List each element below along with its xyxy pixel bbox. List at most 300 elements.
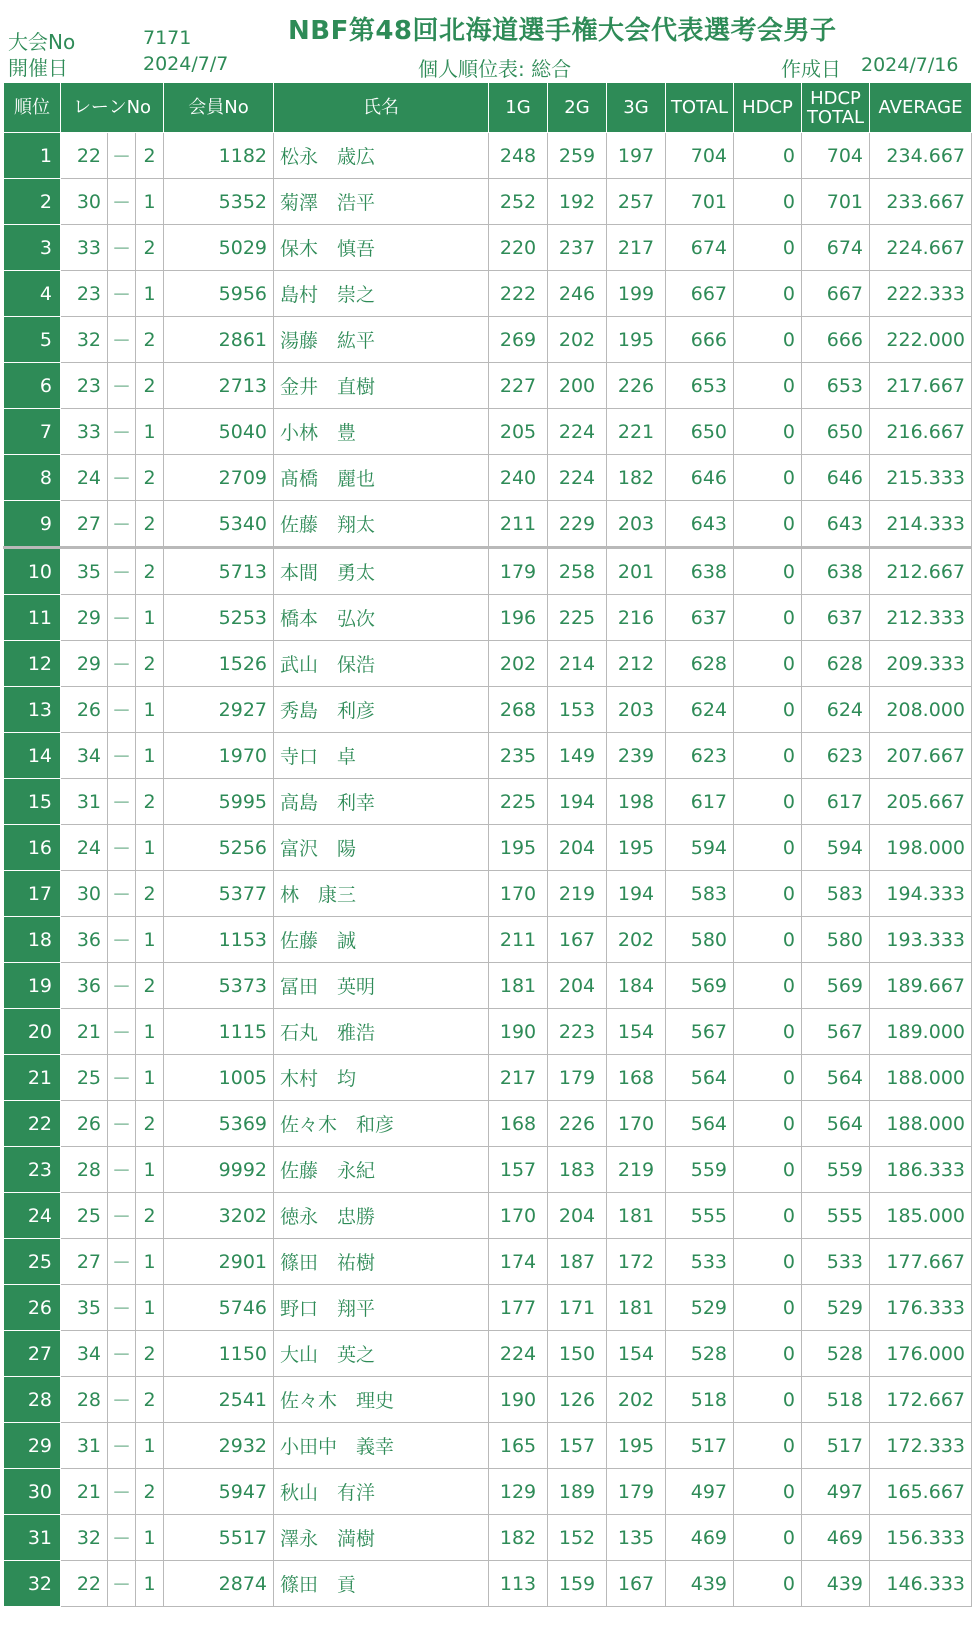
table-row <box>4 1561 972 1607</box>
game1-cell: 170 <box>489 1193 548 1239</box>
hdcp-cell: 0 <box>734 133 802 179</box>
game1-cell: 227 <box>489 363 548 409</box>
game1-cell: 190 <box>489 1377 548 1423</box>
lane-separator: － <box>108 687 136 733</box>
total-cell: 594 <box>666 825 734 871</box>
lane-separator: － <box>108 963 136 1009</box>
lane-separator: － <box>108 825 136 871</box>
hdcp-total-cell: 564 <box>802 1055 870 1101</box>
total-cell: 637 <box>666 595 734 641</box>
average-cell: 208.000 <box>870 687 972 733</box>
box-cell: 2 <box>136 1331 164 1377</box>
game1-cell: 195 <box>489 825 548 871</box>
rank-cell: 22 <box>4 1101 61 1147</box>
member-no-cell: 2874 <box>164 1561 274 1607</box>
game3-cell: 257 <box>607 179 666 225</box>
member-no-cell: 5713 <box>164 548 274 595</box>
lane-separator: － <box>108 225 136 271</box>
game2-cell: 183 <box>548 1147 607 1193</box>
lane-cell: 34 <box>61 733 108 779</box>
lane-separator: － <box>108 1515 136 1561</box>
total-cell: 646 <box>666 455 734 501</box>
total-cell: 701 <box>666 179 734 225</box>
hdcp-total-cell: 569 <box>802 963 870 1009</box>
hdcp-total-cell: 623 <box>802 733 870 779</box>
average-cell: 194.333 <box>870 871 972 917</box>
game3-cell: 154 <box>607 1009 666 1055</box>
rank-cell: 4 <box>4 271 61 317</box>
hdcp-cell: 0 <box>734 1423 802 1469</box>
lane-cell: 36 <box>61 917 108 963</box>
box-cell: 2 <box>136 779 164 825</box>
lane-separator: － <box>108 1009 136 1055</box>
hdcp-total-cell: 564 <box>802 1101 870 1147</box>
hdcp-cell: 0 <box>734 871 802 917</box>
lane-separator: － <box>108 317 136 363</box>
rank-cell: 6 <box>4 363 61 409</box>
box-cell: 2 <box>136 225 164 271</box>
table-row <box>4 1193 972 1239</box>
lane-cell: 22 <box>61 133 108 179</box>
rank-cell: 19 <box>4 963 61 1009</box>
box-cell: 1 <box>136 1515 164 1561</box>
rank-cell: 18 <box>4 917 61 963</box>
table-row <box>4 1101 972 1147</box>
game3-cell: 203 <box>607 687 666 733</box>
hdcp-cell: 0 <box>734 1009 802 1055</box>
lane-separator: － <box>108 871 136 917</box>
game3-cell: 198 <box>607 779 666 825</box>
game2-cell: 159 <box>548 1561 607 1607</box>
col-member-header: 会員No <box>164 83 274 133</box>
average-cell: 207.667 <box>870 733 972 779</box>
box-cell: 1 <box>136 271 164 317</box>
table-row <box>4 363 972 409</box>
total-cell: 666 <box>666 317 734 363</box>
rank-cell: 5 <box>4 317 61 363</box>
table-row <box>4 1285 972 1331</box>
rank-cell: 9 <box>4 501 61 548</box>
total-cell: 567 <box>666 1009 734 1055</box>
lane-cell: 33 <box>61 225 108 271</box>
table-row <box>4 687 972 733</box>
hdcp-cell: 0 <box>734 1331 802 1377</box>
lane-cell: 30 <box>61 871 108 917</box>
lane-cell: 28 <box>61 1377 108 1423</box>
hdcp-total-cell: 643 <box>802 501 870 548</box>
game2-cell: 194 <box>548 779 607 825</box>
game3-cell: 181 <box>607 1285 666 1331</box>
game3-cell: 212 <box>607 641 666 687</box>
average-cell: 193.333 <box>870 917 972 963</box>
average-cell: 198.000 <box>870 825 972 871</box>
game2-cell: 150 <box>548 1331 607 1377</box>
page-title: NBF第48回北海道選手権大会代表選考会男子 <box>288 16 837 46</box>
total-cell: 624 <box>666 687 734 733</box>
name-cell: 秋山 有洋 <box>274 1469 489 1515</box>
table-row <box>4 1147 972 1193</box>
hdcp-total-cell: 674 <box>802 225 870 271</box>
lane-separator: － <box>108 1331 136 1377</box>
name-cell: 松永 歳広 <box>274 133 489 179</box>
game2-cell: 224 <box>548 409 607 455</box>
average-cell: 165.667 <box>870 1469 972 1515</box>
total-cell: 528 <box>666 1331 734 1377</box>
game2-cell: 189 <box>548 1469 607 1515</box>
lane-separator: － <box>108 455 136 501</box>
game3-cell: 219 <box>607 1147 666 1193</box>
member-no-cell: 2932 <box>164 1423 274 1469</box>
total-cell: 674 <box>666 225 734 271</box>
game1-cell: 174 <box>489 1239 548 1285</box>
member-no-cell: 5029 <box>164 225 274 271</box>
average-cell: 217.667 <box>870 363 972 409</box>
total-cell: 529 <box>666 1285 734 1331</box>
average-cell: 222.000 <box>870 317 972 363</box>
table-row <box>4 455 972 501</box>
lane-separator: － <box>108 1101 136 1147</box>
average-cell: 188.000 <box>870 1055 972 1101</box>
name-cell: 寺口 卓 <box>274 733 489 779</box>
hdcp-total-cell: 650 <box>802 409 870 455</box>
total-cell: 650 <box>666 409 734 455</box>
total-cell: 555 <box>666 1193 734 1239</box>
box-cell: 2 <box>136 317 164 363</box>
table-row <box>4 963 972 1009</box>
box-cell: 1 <box>136 1561 164 1607</box>
box-cell: 1 <box>136 1423 164 1469</box>
lane-separator: － <box>108 595 136 641</box>
game1-cell: 225 <box>489 779 548 825</box>
box-cell: 1 <box>136 1055 164 1101</box>
box-cell: 1 <box>136 1147 164 1193</box>
total-cell: 517 <box>666 1423 734 1469</box>
col-hdcp-total-header <box>802 83 870 133</box>
name-cell: 佐々木 和彦 <box>274 1101 489 1147</box>
total-cell: 533 <box>666 1239 734 1285</box>
rank-cell: 20 <box>4 1009 61 1055</box>
lane-cell: 31 <box>61 779 108 825</box>
average-cell: 172.333 <box>870 1423 972 1469</box>
game1-cell: 177 <box>489 1285 548 1331</box>
hdcp-cell: 0 <box>734 179 802 225</box>
box-cell: 2 <box>136 1193 164 1239</box>
hdcp-total-cell: 704 <box>802 133 870 179</box>
lane-separator: － <box>108 271 136 317</box>
hdcp-total-cell: 637 <box>802 595 870 641</box>
rank-cell: 7 <box>4 409 61 455</box>
average-cell: 156.333 <box>870 1515 972 1561</box>
game2-cell: 226 <box>548 1101 607 1147</box>
game2-cell: 259 <box>548 133 607 179</box>
table-row <box>4 595 972 641</box>
name-cell: 橋本 弘次 <box>274 595 489 641</box>
col-lane-header: レーンNo <box>61 83 164 133</box>
hdcp-total-cell: 517 <box>802 1423 870 1469</box>
hdcp-cell: 0 <box>734 1239 802 1285</box>
lane-cell: 33 <box>61 409 108 455</box>
average-cell: 146.333 <box>870 1561 972 1607</box>
average-cell: 212.667 <box>870 548 972 595</box>
rank-cell: 12 <box>4 641 61 687</box>
member-no-cell: 3202 <box>164 1193 274 1239</box>
average-cell: 172.667 <box>870 1377 972 1423</box>
member-no-cell: 5373 <box>164 963 274 1009</box>
name-cell: 佐藤 永紀 <box>274 1147 489 1193</box>
lane-separator: － <box>108 1239 136 1285</box>
box-cell: 1 <box>136 687 164 733</box>
hdcp-total-line2: TOTAL <box>806 106 865 128</box>
game2-cell: 167 <box>548 917 607 963</box>
hdcp-cell: 0 <box>734 917 802 963</box>
member-no-cell: 1153 <box>164 917 274 963</box>
col-g2-header: 2G <box>548 83 607 133</box>
game1-cell: 170 <box>489 871 548 917</box>
game3-cell: 182 <box>607 455 666 501</box>
game2-cell: 202 <box>548 317 607 363</box>
game1-cell: 268 <box>489 687 548 733</box>
col-g3-header: 3G <box>607 83 666 133</box>
hdcp-total-cell: 469 <box>802 1515 870 1561</box>
table-title: 個人順位表: 総合 <box>418 57 572 81</box>
lane-cell: 34 <box>61 1331 108 1377</box>
table-row <box>4 271 972 317</box>
lane-separator: － <box>108 1285 136 1331</box>
col-name-header: 氏名 <box>274 83 489 133</box>
table-row <box>4 179 972 225</box>
name-cell: 保木 慎吾 <box>274 225 489 271</box>
game3-cell: 154 <box>607 1331 666 1377</box>
hdcp-total-cell: 624 <box>802 687 870 733</box>
game3-cell: 135 <box>607 1515 666 1561</box>
game3-cell: 226 <box>607 363 666 409</box>
box-cell: 2 <box>136 871 164 917</box>
game2-cell: 126 <box>548 1377 607 1423</box>
lane-separator: － <box>108 1193 136 1239</box>
member-no-cell: 2709 <box>164 455 274 501</box>
total-cell: 564 <box>666 1101 734 1147</box>
box-cell: 1 <box>136 1009 164 1055</box>
name-cell: 冨田 英明 <box>274 963 489 1009</box>
total-cell: 617 <box>666 779 734 825</box>
hdcp-total-cell: 580 <box>802 917 870 963</box>
game3-cell: 195 <box>607 1423 666 1469</box>
lane-cell: 32 <box>61 1515 108 1561</box>
total-cell: 580 <box>666 917 734 963</box>
name-cell: 小田中 義幸 <box>274 1423 489 1469</box>
table-row <box>4 1239 972 1285</box>
game1-cell: 168 <box>489 1101 548 1147</box>
game1-cell: 269 <box>489 317 548 363</box>
game1-cell: 113 <box>489 1561 548 1607</box>
hdcp-cell: 0 <box>734 548 802 595</box>
game1-cell: 179 <box>489 548 548 595</box>
total-cell: 653 <box>666 363 734 409</box>
hdcp-total-cell: 617 <box>802 779 870 825</box>
game1-cell: 240 <box>489 455 548 501</box>
table-row <box>4 409 972 455</box>
name-cell: 武山 保浩 <box>274 641 489 687</box>
name-cell: 金井 直樹 <box>274 363 489 409</box>
game2-cell: 204 <box>548 1193 607 1239</box>
member-no-cell: 2927 <box>164 687 274 733</box>
game1-cell: 224 <box>489 1331 548 1377</box>
game3-cell: 181 <box>607 1193 666 1239</box>
table-row <box>4 1331 972 1377</box>
rank-cell: 27 <box>4 1331 61 1377</box>
game1-cell: 202 <box>489 641 548 687</box>
table-row <box>4 917 972 963</box>
rank-cell: 1 <box>4 133 61 179</box>
rank-cell: 14 <box>4 733 61 779</box>
lane-separator: － <box>108 917 136 963</box>
name-cell: 佐藤 誠 <box>274 917 489 963</box>
total-cell: 628 <box>666 641 734 687</box>
total-cell: 469 <box>666 1515 734 1561</box>
rank-cell: 3 <box>4 225 61 271</box>
table-row <box>4 733 972 779</box>
game1-cell: 182 <box>489 1515 548 1561</box>
game3-cell: 195 <box>607 317 666 363</box>
hdcp-total-cell: 594 <box>802 825 870 871</box>
hdcp-cell: 0 <box>734 1469 802 1515</box>
member-no-cell: 5947 <box>164 1469 274 1515</box>
rank-cell: 17 <box>4 871 61 917</box>
game3-cell: 184 <box>607 963 666 1009</box>
hdcp-cell: 0 <box>734 1101 802 1147</box>
total-cell: 439 <box>666 1561 734 1607</box>
box-cell: 2 <box>136 1469 164 1515</box>
member-no-cell: 5253 <box>164 595 274 641</box>
member-no-cell: 5369 <box>164 1101 274 1147</box>
hdcp-total-cell: 646 <box>802 455 870 501</box>
game1-cell: 217 <box>489 1055 548 1101</box>
member-no-cell: 1150 <box>164 1331 274 1377</box>
hdcp-total-cell: 667 <box>802 271 870 317</box>
game1-cell: 205 <box>489 409 548 455</box>
lane-cell: 26 <box>61 1101 108 1147</box>
name-cell: 高島 利幸 <box>274 779 489 825</box>
member-no-cell: 2901 <box>164 1239 274 1285</box>
game1-cell: 190 <box>489 1009 548 1055</box>
game3-cell: 167 <box>607 1561 666 1607</box>
game1-cell: 248 <box>489 133 548 179</box>
game3-cell: 216 <box>607 595 666 641</box>
lane-cell: 27 <box>61 1239 108 1285</box>
lane-separator: － <box>108 179 136 225</box>
member-no-cell: 5995 <box>164 779 274 825</box>
table-row <box>4 779 972 825</box>
hdcp-total-cell: 628 <box>802 641 870 687</box>
hdcp-total-cell: 555 <box>802 1193 870 1239</box>
total-cell: 518 <box>666 1377 734 1423</box>
lane-separator: － <box>108 1469 136 1515</box>
game2-cell: 219 <box>548 871 607 917</box>
hdcp-cell: 0 <box>734 1377 802 1423</box>
box-cell: 2 <box>136 1377 164 1423</box>
table-row <box>4 1515 972 1561</box>
lane-separator: － <box>108 501 136 548</box>
hdcp-total-cell: 533 <box>802 1239 870 1285</box>
hdcp-total-cell: 567 <box>802 1009 870 1055</box>
box-cell: 1 <box>136 1239 164 1285</box>
hdcp-cell: 0 <box>734 1147 802 1193</box>
lane-cell: 30 <box>61 179 108 225</box>
box-cell: 2 <box>136 133 164 179</box>
hdcp-cell: 0 <box>734 779 802 825</box>
rank-cell: 31 <box>4 1515 61 1561</box>
name-cell: 石丸 雅浩 <box>274 1009 489 1055</box>
hdcp-cell: 0 <box>734 455 802 501</box>
name-cell: 本間 勇太 <box>274 548 489 595</box>
game3-cell: 195 <box>607 825 666 871</box>
table-row <box>4 1423 972 1469</box>
average-cell: 212.333 <box>870 595 972 641</box>
average-cell: 188.000 <box>870 1101 972 1147</box>
lane-cell: 21 <box>61 1469 108 1515</box>
report-header <box>0 0 973 82</box>
member-no-cell: 5517 <box>164 1515 274 1561</box>
hdcp-cell: 0 <box>734 687 802 733</box>
game1-cell: 222 <box>489 271 548 317</box>
game2-cell: 214 <box>548 641 607 687</box>
lane-cell: 22 <box>61 1561 108 1607</box>
game1-cell: 211 <box>489 917 548 963</box>
member-no-cell: 1182 <box>164 133 274 179</box>
member-no-cell: 5352 <box>164 179 274 225</box>
name-cell: 島村 崇之 <box>274 271 489 317</box>
lane-cell: 29 <box>61 641 108 687</box>
game3-cell: 221 <box>607 409 666 455</box>
game2-cell: 187 <box>548 1239 607 1285</box>
table-row <box>4 825 972 871</box>
total-cell: 583 <box>666 871 734 917</box>
lane-cell: 24 <box>61 825 108 871</box>
table-row <box>4 641 972 687</box>
member-no-cell: 9992 <box>164 1147 274 1193</box>
rank-cell: 13 <box>4 687 61 733</box>
name-cell: 小林 豊 <box>274 409 489 455</box>
game3-cell: 202 <box>607 917 666 963</box>
rank-cell: 8 <box>4 455 61 501</box>
lane-cell: 27 <box>61 501 108 548</box>
average-cell: 189.667 <box>870 963 972 1009</box>
hdcp-total-cell: 583 <box>802 871 870 917</box>
game1-cell: 181 <box>489 963 548 1009</box>
hdcp-cell: 0 <box>734 1285 802 1331</box>
lane-cell: 21 <box>61 1009 108 1055</box>
game1-cell: 165 <box>489 1423 548 1469</box>
member-no-cell: 5377 <box>164 871 274 917</box>
hdcp-cell: 0 <box>734 363 802 409</box>
member-no-cell: 5956 <box>164 271 274 317</box>
col-total-header: TOTAL <box>666 83 734 133</box>
hdcp-cell: 0 <box>734 409 802 455</box>
lane-cell: 32 <box>61 317 108 363</box>
member-no-cell: 2861 <box>164 317 274 363</box>
table-row <box>4 501 972 548</box>
game3-cell: 179 <box>607 1469 666 1515</box>
name-cell: 篠田 祐樹 <box>274 1239 489 1285</box>
average-cell: 176.333 <box>870 1285 972 1331</box>
col-average-header: AVERAGE <box>870 83 972 133</box>
lane-cell: 25 <box>61 1055 108 1101</box>
date-label: 開催日 <box>8 56 68 80</box>
box-cell: 2 <box>136 455 164 501</box>
rank-cell: 30 <box>4 1469 61 1515</box>
hdcp-total-cell: 439 <box>802 1561 870 1607</box>
average-cell: 189.000 <box>870 1009 972 1055</box>
